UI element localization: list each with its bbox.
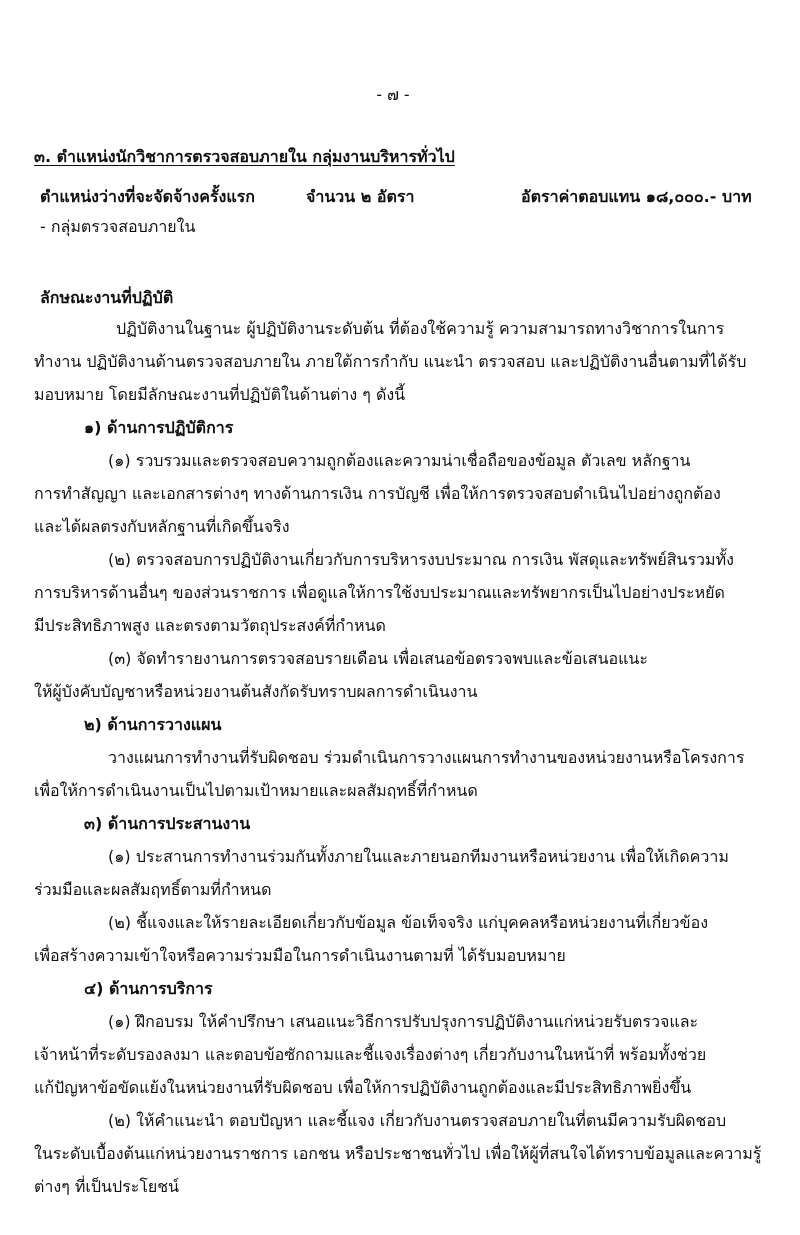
operations-item-line: ให้ผู้บังคับบัญชาหรือหน่วยงานต้นสังกัดรับทราบผลการดำเนินงาน xyxy=(34,682,478,701)
coordination-item-line: ร่วมมือและผลสัมฤทธิ์ตามที่กำหนด xyxy=(34,880,272,899)
coordination-item-line: เพื่อสร้างความเข้าใจหรือความร่วมมือในการดำเนินงานตามที่ ได้รับมอบหมาย xyxy=(34,946,566,965)
page-number: - ๗ - xyxy=(376,85,410,104)
intro-line: ปฏิบัติงานในฐานะ ผู้ปฏิบัติงานระดับต้น ที่ต้องใช้ความรู้ ความสามารถทางวิชาการในการ xyxy=(116,319,725,338)
planning-line: วางแผนการทำงานที่รับผิดชอบ ร่วมดำเนินการวางแผนการทำงานของหน่วยงานหรือโครงการ xyxy=(108,748,745,767)
service-item-line: เจ้าหน้าที่ระดับรองลงมา และตอบข้อซักถามและชี้แจงเรื่องต่างๆ เกี่ยวกับงานในหน้าที่ พร้อมทั้งช่วย xyxy=(34,1045,707,1064)
vacancy-salary: อัตราค่าตอบแทน ๑๘,๐๐๐.- บาท xyxy=(521,187,752,206)
duties-heading: ลักษณะงานที่ปฏิบัติ xyxy=(40,288,174,307)
service-item-line: ในระดับเบื้องต้นแก่หน่วยงานราชการ เอกชน หรือประชาชนทั่วไป เพื่อให้ผู้ที่สนใจได้ทราบข้อมูลและความรู้ xyxy=(34,1144,762,1163)
service-item-line: ต่างๆ ที่เป็นประโยชน์ xyxy=(34,1177,180,1196)
operations-item-line: (๑) รวบรวมและตรวจสอบความถูกต้องและความน่าเชื่อถือของข้อมูล ตัวเลข หลักฐาน xyxy=(108,451,691,470)
intro-line: มอบหมาย โดยมีลักษณะงานที่ปฏิบัติในด้านต่าง ๆ ดังนี้ xyxy=(34,385,406,404)
coordination-heading: ๓) ด้านการประสานงาน xyxy=(84,814,251,833)
operations-item-line: (๓) จัดทำรายงานการตรวจสอบรายเดือน เพื่อเสนอข้อตรวจพบและข้อเสนอแนะ xyxy=(108,649,648,668)
vacancy-count: จำนวน ๒ อัตรา xyxy=(306,187,415,206)
service-item-line: (๒) ให้คำแนะนำ ตอบปัญหา และชี้แจง เกี่ยวกับงานตรวจสอบภายในที่ตนมีความรับผิดชอบ xyxy=(108,1111,727,1130)
operations-item-line: การทำสัญญา และเอกสารต่างๆ ทางด้านการเงิน การบัญชี เพื่อให้การตรวจสอบดำเนินไปอย่างถูกต้อง xyxy=(34,484,721,503)
coordination-item-line: (๑) ประสานการทำงานร่วมกันทั้งภายในและภายนอกทีมงานหรือหน่วยงาน เพื่อให้เกิดความ xyxy=(108,847,729,866)
section-title: ๓. ตำแหน่งนักวิชาการตรวจสอบภายใน กลุ่มงานบริหารทั่วไป xyxy=(34,147,455,166)
planning-heading: ๒) ด้านการวางแผน xyxy=(84,715,222,734)
operations-item-line: การบริหารด้านอื่นๆ ของส่วนราชการ เพื่อดูแลให้การใช้งบประมาณและทรัพยากรเป็นไปอย่างประหยัด xyxy=(34,583,725,602)
intro-line: ทำงาน ปฏิบัติงานด้านตรวจสอบภายใน ภายใต้การกำกับ แนะนำ ตรวจสอบ และปฏิบัติงานอื่นตามที่ได้รับ xyxy=(34,352,747,371)
coordination-item-line: (๒) ชี้แจงและให้รายละเอียดเกี่ยวกับข้อมูล ข้อเท็จจริง แก่บุคคลหรือหน่วยงานที่เกี่ยวข้อง xyxy=(108,913,709,932)
planning-line: เพื่อให้การดำเนินงานเป็นไปตามเป้าหมายและผลสัมฤทธิ์ที่กำหนด xyxy=(34,781,478,800)
service-item-line: (๑) ฝึกอบรม ให้คำปรึกษา เสนอแนะวิธีการปรับปรุงการปฏิบัติงานแก่หน่วยรับตรวจและ xyxy=(108,1012,699,1031)
operations-heading: ๑) ด้านการปฏิบัติการ xyxy=(84,418,234,437)
operations-item-line: และได้ผลตรงกับหลักฐานที่เกิดขึ้นจริง xyxy=(34,517,290,536)
service-item-line: แก้ปัญหาข้อขัดแย้งในหน่วยงานที่รับผิดชอบ เพื่อให้การปฏิบัติงานถูกต้องและมีประสิทธิภาพยิ่งขึ้น xyxy=(34,1078,692,1097)
vacancy-label: ตำแหน่งว่างที่จะจัดจ้างครั้งแรก xyxy=(40,187,255,206)
operations-item-line: มีประสิทธิภาพสูง และตรงตามวัตถุประสงค์ที่กำหนด xyxy=(34,616,386,635)
service-heading: ๔) ด้านการบริการ xyxy=(84,979,213,998)
operations-item-line: (๒) ตรวจสอบการปฏิบัติงานเกี่ยวกับการบริหารงบประมาณ การเงิน พัสดุและทรัพย์สินรวมทั้ง xyxy=(108,550,734,569)
unit-name: - กลุ่มตรวจสอบภายใน xyxy=(40,217,196,236)
